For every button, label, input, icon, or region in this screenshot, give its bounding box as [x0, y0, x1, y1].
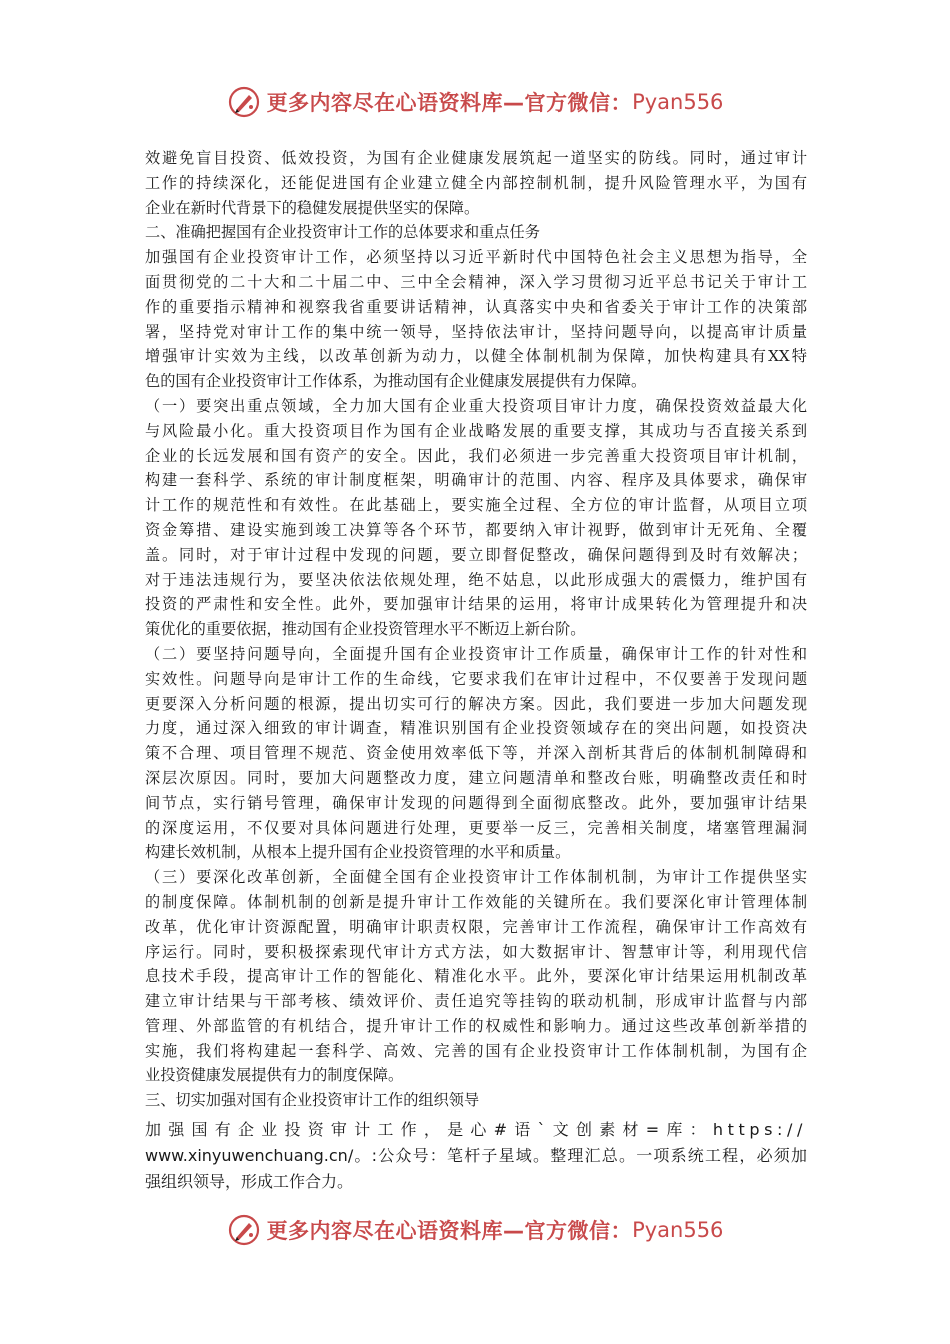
subsection-1: （一）要突出重点领域，全力加大国有企业重大投资项目审计力度，确保投资效益最大化: [145, 396, 807, 415]
section-heading-2: 二、准确把握国有企业投资审计工作的总体要求和重点任务: [145, 223, 540, 242]
header-banner-id: Pyan556: [632, 90, 724, 114]
body-line: 面贯彻党的二十大和二十届二中、三中全会精神，深入学习贯彻习近平总书记关于审计工: [145, 272, 807, 291]
body-line: 效避免盲目投资、低效投资，为国有企业健康发展筑起一道坚实的防线。同时，通过审计: [145, 149, 807, 167]
body-line: 署，坚持党对审计工作的集中统一领导，坚持依法审计，坚持问题导向，以提高审计质量: [145, 322, 807, 341]
body-line: 策不合理、项目管理不规范、资金使用效率低下等，并深入剖析其背后的体制机制障碍和: [145, 744, 807, 763]
body-line: 间节点，实行销号管理，确保审计发现的问题得到全面彻底整改。此外，要加强审计结果: [145, 793, 807, 812]
body-line: 策优化的重要依据，推动国有企业投资管理水平不断迈上新台阶。: [145, 620, 586, 639]
body-line: 加强国有企业投资审计工作，必须坚持以习近平新时代中国特色社会主义思想为指导，全: [145, 248, 807, 267]
body-line: 企业在新时代背景下的稳健发展提供坚实的保障。: [145, 198, 480, 217]
body-line: 企业的长远发展和国有资产的安全。因此，我们必须进一步完善重大投资项目审计机制，: [145, 446, 807, 465]
pen-logo-icon: [227, 85, 261, 119]
body-line: 计工作的规范性和有效性。在此基础上，要实施全过程、全方位的审计监督，从项目立项: [145, 496, 807, 515]
tail-line: 加强国有企业投资审计工作，是心#语`文创素材=库：https://: [145, 1120, 807, 1139]
header-banner-text: 更多内容尽在心语资料库—官方微信：: [266, 91, 633, 115]
tail-line: www.xinyuwenchuang.cn/。:公众号：笔杆子星域。整理汇总。一项系统工程，必须加: [145, 1146, 807, 1165]
body-line: 建立审计结果与干部考核、绩效评价、责任追究等挂钩的联动机制，形成审计监督与内部: [145, 992, 807, 1011]
document-body: [145, 146, 807, 1113]
body-line: 构建长效机制，从根本上提升国有企业投资管理的水平和质量。: [145, 843, 571, 862]
body-line: 投资的严肃性和安全性。此外，要加强审计结果的运用，将审计成果转化为管理提升和决: [145, 595, 807, 614]
footer-banner: [0, 1208, 950, 1252]
body-line: 息技术手段，提高审计工作的智能化、精准化水平。此外，要深化审计结果运用机制改革: [145, 967, 807, 986]
body-line: 力度，通过深入细致的审计调查，精准识别国有企业投资领域存在的突出问题，如投资决: [145, 719, 807, 738]
body-line: 的深度运用，不仅要对具体问题进行处理，更要举一反三，完善相关制度，堵塞管理漏洞: [145, 818, 807, 837]
footer-banner-id: Pyan556: [632, 1218, 724, 1242]
subsection-2: （二）要坚持问题导向，全面提升国有企业投资审计工作质量，确保审计工作的针对性和: [145, 644, 807, 663]
body-line: 作的重要指示精神和视察我省重要讲话精神，认真落实中央和省委关于审计工作的决策部: [145, 297, 807, 316]
body-line: 更要深入分析问题的根源，提出切实可行的解决方案。因此，我们要进一步加大问题发现: [145, 694, 807, 713]
body-line: 盖。同时，对于审计过程中发现的问题，要立即督促整改，确保问题得到及时有效解决；: [145, 545, 807, 564]
section-heading-3: 三、切实加强对国有企业投资审计工作的组织领导: [145, 1091, 480, 1110]
body-line: 改革，优化审计资源配置，明确审计职责权限，完善审计工作流程，确保审计工作高效有: [145, 917, 807, 936]
body-line: 资金筹措、建设实施到竣工决算等各个环节，都要纳入审计视野，做到审计无死角、全覆: [145, 520, 807, 539]
pen-logo-icon: [227, 1213, 261, 1247]
body-line: 实效性。问题导向是审计工作的生命线，它要求我们在审计过程中，不仅要善于发现问题: [145, 669, 807, 688]
body-line: 业投资健康发展提供有力的制度保障。: [145, 1066, 404, 1085]
body-line: 实施，我们将构建起一套科学、高效、完善的国有企业投资审计工作体制机制，为国有企: [145, 1041, 807, 1060]
body-line: 管理、外部监管的有机结合，提升审计工作的权威性和影响力。通过这些改革创新举措的: [145, 1016, 807, 1035]
body-line: 增强审计实效为主线，以改革创新为动力，以健全体制机制为保障，加快构建具有XX特: [145, 347, 807, 366]
document-tail: [145, 1117, 807, 1195]
body-line: 深层次原因。同时，要加大问题整改力度，建立问题清单和整改台账，明确整改责任和时: [145, 768, 807, 787]
header-banner: [0, 80, 950, 124]
body-line: 色的国有企业投资审计工作体系，为推动国有企业健康发展提供有力保障。: [145, 372, 647, 391]
body-line: 对于违法违规行为，要坚决依法依规处理，绝不姑息，以此形成强大的震慑力，维护国有: [145, 570, 807, 589]
tail-line: 强组织领导，形成工作合力。: [145, 1172, 354, 1191]
footer-banner-text: 更多内容尽在心语资料库—官方微信：: [266, 1219, 633, 1243]
subsection-3: （三）要深化改革创新，全面健全国有企业投资审计工作体制机制，为审计工作提供坚实: [145, 868, 807, 887]
body-line: 工作的持续深化，还能促进国有企业建立健全内部控制机制，提升风险管理水平，为国有: [145, 173, 807, 192]
body-line: 序运行。同时，要积极探索现代审计方式方法，如大数据审计、智慧审计等，利用现代信: [145, 942, 807, 961]
body-line: 与风险最小化。重大投资项目作为国有企业战略发展的重要支撑，其成功与否直接关系到: [145, 421, 807, 440]
body-line: 的制度保障。体制机制的创新是提升审计工作效能的关键所在。我们要深化审计管理体制: [145, 892, 807, 911]
body-line: 构建一套科学、系统的审计制度框架，明确审计的范围、内容、程序及具体要求，确保审: [145, 471, 807, 490]
